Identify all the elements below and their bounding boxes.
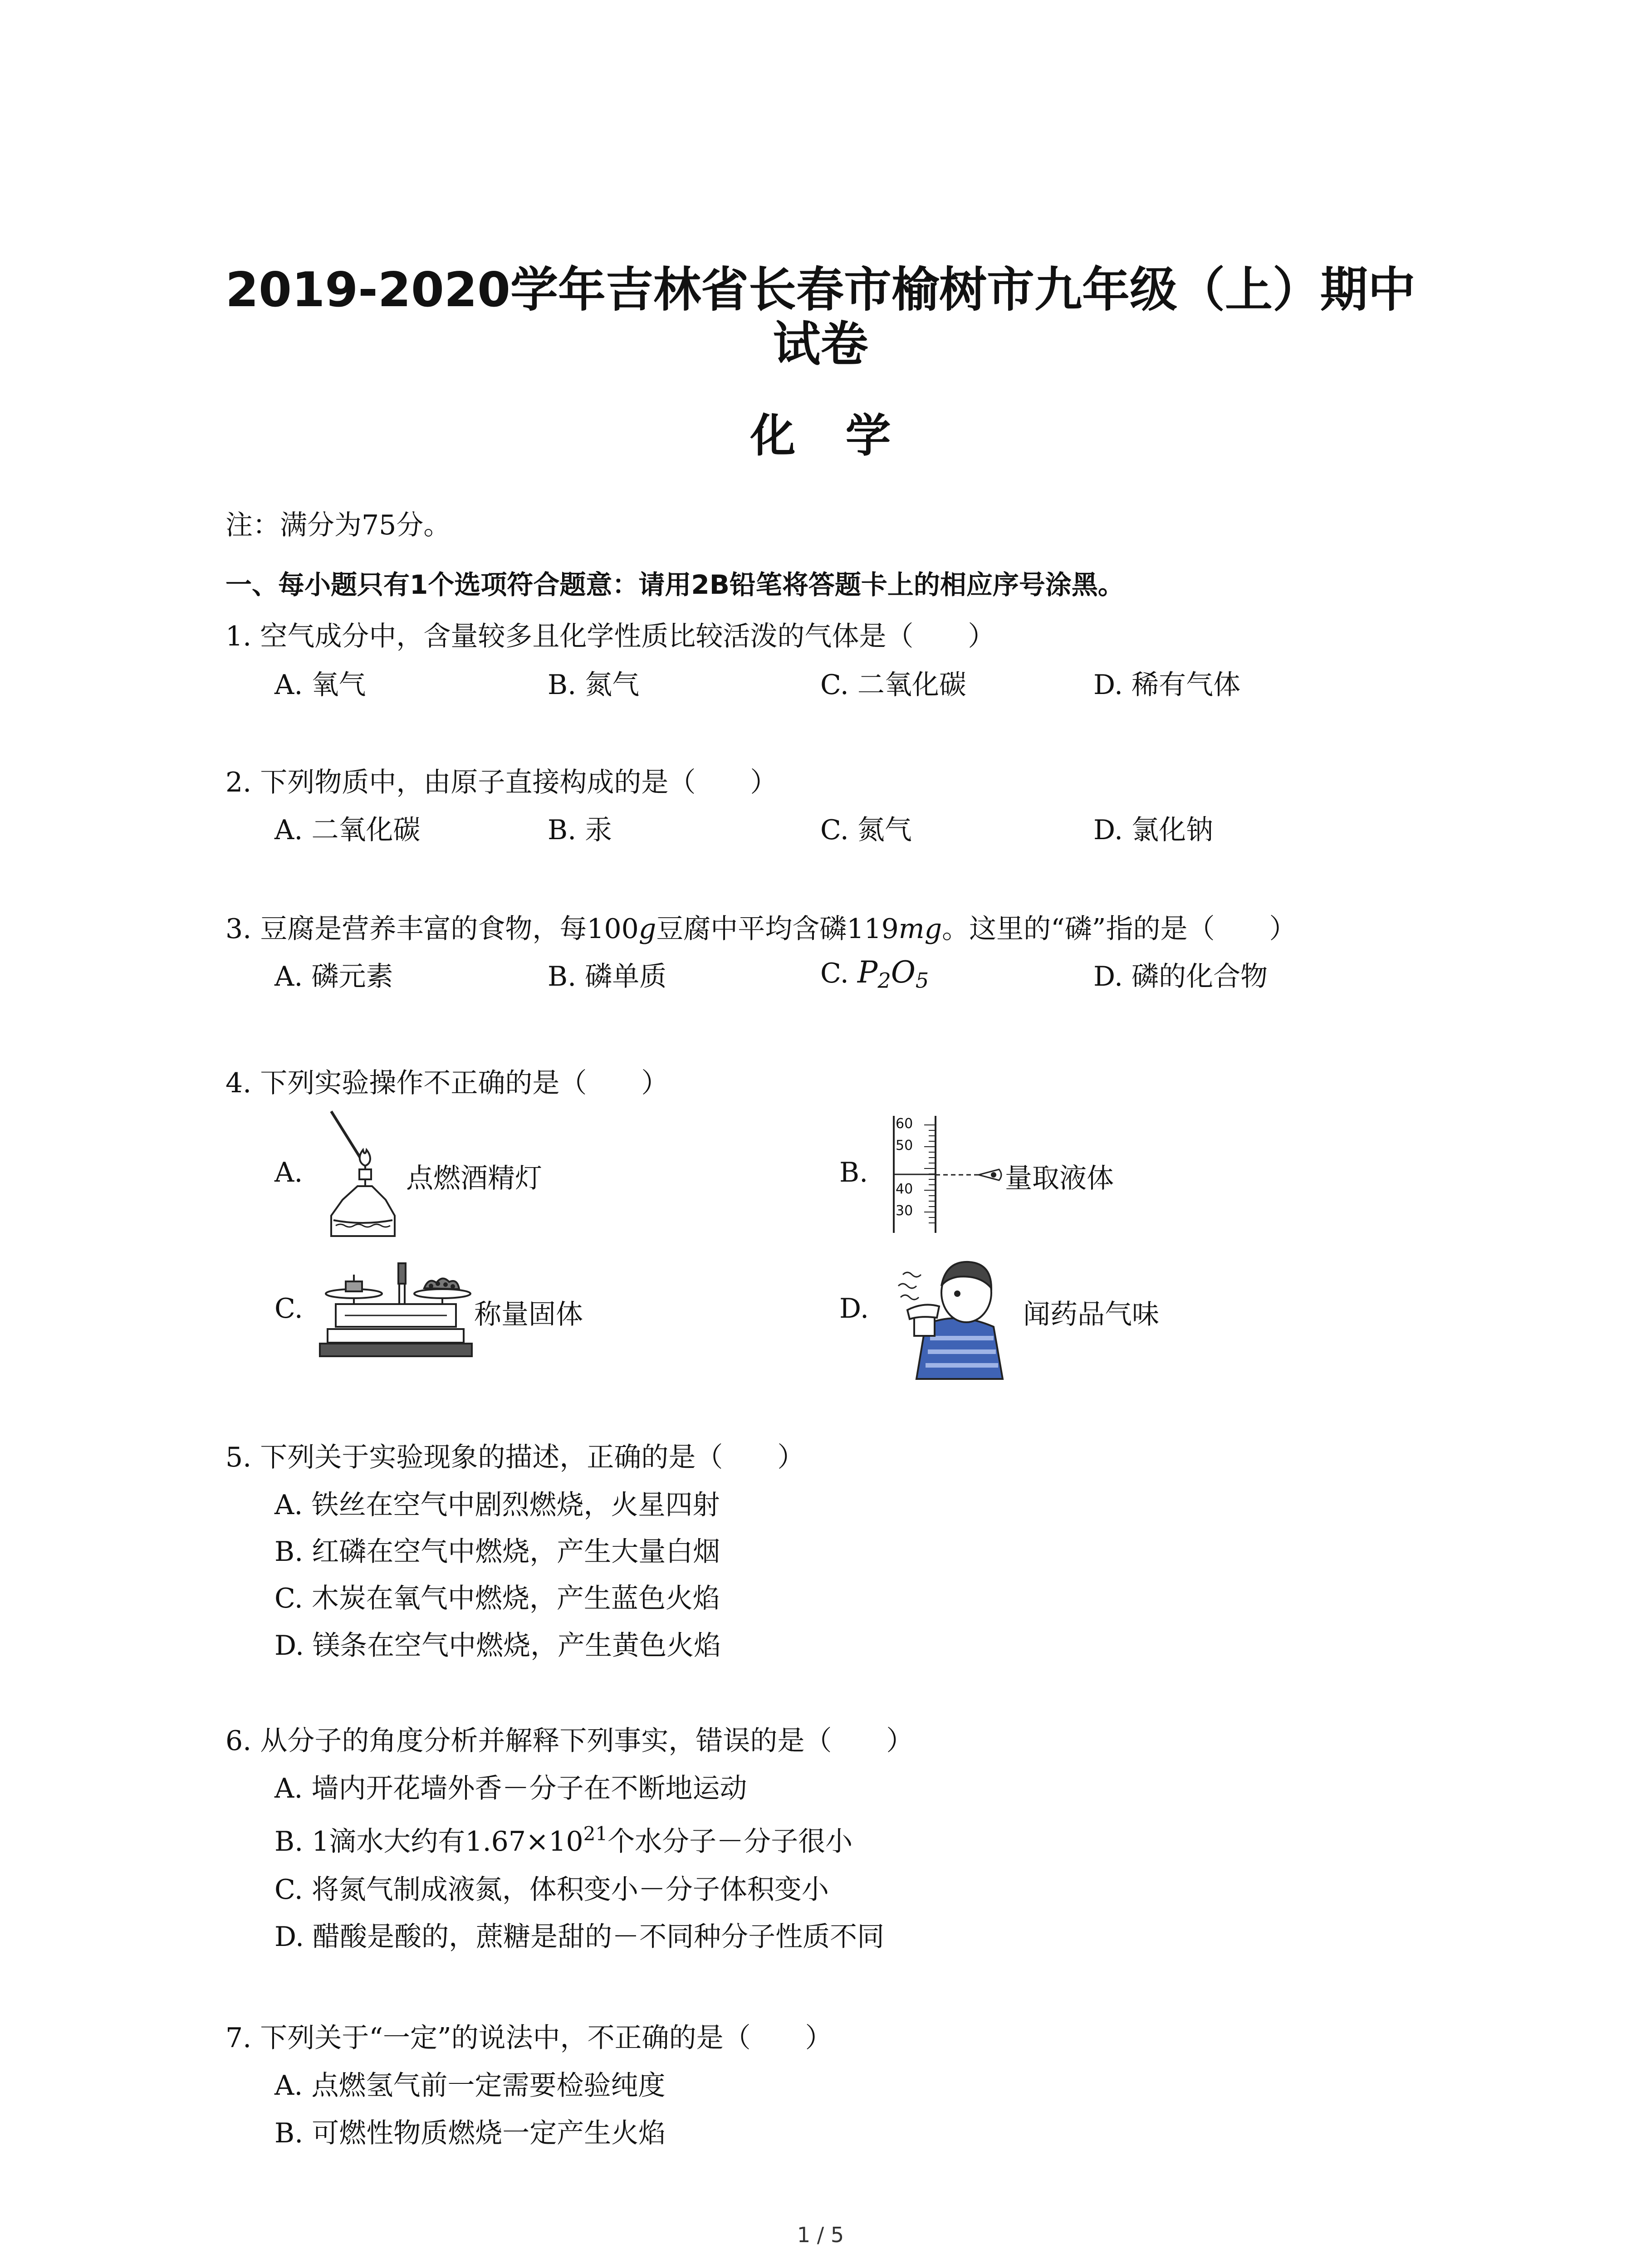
cylinder-tick-label: 30 [896,1203,913,1219]
question-6-option-a: A. 墙内开花墙外香－分子在不断地运动 [274,1773,747,1804]
question-2-option-d: D. 氯化钠 [1093,814,1214,846]
question-7-stem: 7. 下列关于“一定”的说法中，不正确的是（ ） [225,2022,833,2054]
question-3-option-b: B. 磷单质 [548,961,667,992]
question-4-caption-b: 量取液体 [1005,1163,1114,1194]
exam-title-line1: 2019-2020学年吉林省长春市榆树市九年级（上）期中 [225,262,1416,318]
question-6-option-b [274,1820,852,1859]
question-4-caption-a: 点燃酒精灯 [406,1163,542,1194]
question-1-option-b: B. 氮气 [548,669,640,701]
question-2-option-a: A. 二氧化碳 [274,814,421,846]
cylinder-tick-label: 60 [896,1116,913,1132]
unit-milligram: mg [898,913,942,945]
question-5-option-b: B. 红磷在空气中燃烧，产生大量白烟 [274,1536,720,1568]
question-4-caption-d: 闻药品气味 [1023,1299,1159,1330]
question-4-letter-a: A. [274,1157,303,1188]
question-3-option-a: A. 磷元素 [274,961,393,992]
question-3-option-c-letter: C. [820,958,857,989]
balance-scale-icon [318,1261,474,1359]
question-3-option-d: D. 磷的化合物 [1093,961,1268,992]
question-3-stem-part3: 。这里的“磷”指的是（ ） [942,913,1297,945]
question-5-option-a: A. 铁丝在空气中剧烈燃烧，火星四射 [274,1489,720,1521]
question-6-option-b-part1: B. 1滴水大约有1.67×10 [274,1826,583,1857]
question-4-letter-c: C. [274,1293,303,1325]
question-7-option-a: A. 点燃氢气前一定需要检验纯度 [274,2070,666,2102]
exam-title-line2: 试卷 [773,317,868,372]
question-1-option-c: C. 二氧化碳 [820,669,966,701]
question-5-option-d: D. 镁条在空气中燃烧，产生黄色火焰 [274,1630,721,1662]
formula-p2o5: $P_2O_5$ [857,955,929,993]
smelling-chemical-icon [889,1243,1025,1379]
exponent: 21 [583,1822,608,1845]
score-note: 注：满分为75分。 [225,509,451,541]
cylinder-tick-label: 50 [896,1138,913,1154]
question-3-stem-part2: 豆腐中平均含磷119 [656,913,899,945]
subject-title: 化学 [750,409,941,462]
question-4-caption-c: 称量固体 [474,1299,583,1330]
section-heading: 一、每小题只有1个选项符合题意：请用2B铅笔将答题卡上的相应序号涂黑。 [225,569,1124,600]
question-6-option-b-part2: 个水分子－分子很小 [607,1826,853,1857]
question-2-option-b: B. 汞 [548,814,612,846]
question-2-stem: 2. 下列物质中，由原子直接构成的是（ ） [225,767,778,798]
question-6-stem: 6. 从分子的角度分析并解释下列事实，错误的是（ ） [225,1725,914,1757]
question-3-stem [225,907,1296,946]
question-7-option-b: B. 可燃性物质燃烧一定产生火焰 [274,2117,666,2149]
question-1-option-d: D. 稀有气体 [1093,669,1241,701]
question-4-letter-b: B. [839,1157,868,1188]
question-3-option-c [820,955,929,993]
unit-gram: g [638,913,656,945]
question-1-option-a: A. 氧气 [274,669,366,701]
question-4-stem: 4. 下列实验操作不正确的是（ ） [225,1067,669,1099]
question-4-letter-d: D. [839,1293,869,1325]
cylinder-tick-label: 40 [896,1181,913,1197]
question-6-option-d: D. 醋酸是酸的，蔗糖是甜的－不同种分子性质不同 [274,1921,885,1953]
question-5-option-c: C. 木炭在氧气中燃烧，产生蓝色火焰 [274,1583,720,1614]
question-5-stem: 5. 下列关于实验现象的描述，正确的是（ ） [225,1442,805,1473]
alcohol-lamp-icon [318,1107,408,1243]
question-6-option-c: C. 将氮气制成液氮，体积变小－分子体积变小 [274,1874,829,1906]
page-number: 1 / 5 [797,2223,844,2247]
question-3-stem-part1: 3. 豆腐是营养丰富的食物，每100 [225,913,639,945]
question-2-option-c: C. 氮气 [820,814,912,846]
question-1-stem: 1. 空气成分中，含量较多且化学性质比较活泼的气体是（ ） [225,621,995,652]
eye-sightline-icon [936,1161,1004,1188]
